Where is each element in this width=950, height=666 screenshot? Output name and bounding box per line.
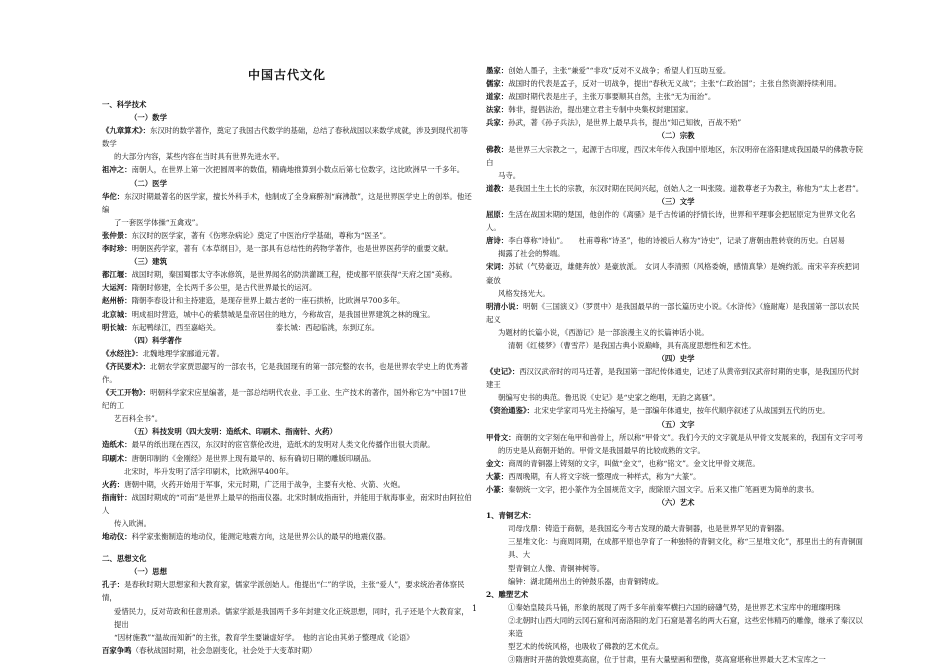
term-label: 甲骨文： <box>486 432 516 442</box>
paragraph-continuation: 为题材的长篇小说，《西游记》是一部浪漫主义的长篇神话小说。 <box>498 327 709 337</box>
subsection-heading: （五）科技发明（四大发明：造纸术、印刷术、指南针、火药） <box>130 427 337 437</box>
paragraph <box>102 438 472 451</box>
indented-line: 司母戊鼎：铸造于商朝，是我国迄今考古发现的最大青铜器，也是世界罕见的青铜器。 <box>508 524 789 534</box>
subsection-heading: （三）建筑 <box>130 257 167 267</box>
term-label: 屈原： <box>486 210 509 220</box>
paragraph <box>102 294 472 307</box>
subsection-heading: （六）艺术 <box>657 498 695 508</box>
term-text: 明朝科学家宋应星编著，是一部总结明代农业、手工业、生产技术的著作，国外称它为“中国17世纪的工 <box>102 388 467 411</box>
term-label: 道教： <box>486 183 509 193</box>
term-text: 明朝《三国演义》（罗贯中）是我国最早的一部长篇历史小说。《水浒传》（施耐庵）是我国第一部以农民起义 <box>486 301 860 324</box>
term-text: 明朝医药学家，著有《本草纲目》，是一部具有总结性的药物学著作，也是世界医药学的重要文献。 <box>131 244 454 254</box>
term-text: 东汉时的医学家，著有《伤寒杂病论》奠定了中医治疗学基础，尊称为“医圣”。 <box>131 230 391 240</box>
paragraph <box>102 578 472 604</box>
paragraph <box>486 182 866 195</box>
indented-line: 型青铜立人像、青铜神树等。 <box>508 563 605 573</box>
term-label: 《史记》： <box>486 367 520 377</box>
term-label: 造纸术： <box>102 440 132 450</box>
term-label: 金文： <box>486 458 509 468</box>
term-text: 是世界三大宗教之一，起源于古印度，西汉末年传入我国中原地区，东汉明帝在洛阳建成我国最早的佛教寺院白 <box>486 144 863 167</box>
paragraph <box>102 347 472 360</box>
paragraph <box>486 77 866 90</box>
paragraph <box>102 268 472 281</box>
term-label: 道家： <box>486 92 509 102</box>
term-text: 北宋史学家司马光主持编写，是一部编年体通史，按年代顺序叙述了从战国到五代的历史。 <box>534 406 830 416</box>
paragraph <box>102 190 472 216</box>
term-text: 战国时的代表是孟子，反对一切战争，提出“春秋无义战”；主张“仁政治国”；主张自然资源持续利用。 <box>508 79 842 89</box>
term-label: 北京城： <box>102 309 132 319</box>
term-label: 1、青铜艺术： <box>486 511 536 521</box>
paragraph <box>486 509 866 522</box>
right-column <box>486 64 866 666</box>
paragraph <box>486 260 866 286</box>
indented-line: ①秦始皇陵兵马俑，形象的展现了两千多年前秦军横扫六国的磅礴气势，是世界艺术宝库中的璀璨明珠 <box>508 602 841 612</box>
term-text: 最早的纸出现在西汉，东汉时的宦官蔡伦改进，造纸术的发明对人类文化传播作出很大贡献。 <box>131 440 435 450</box>
subsection-heading: （一）思想 <box>130 567 167 577</box>
paragraph <box>486 365 866 391</box>
paragraph <box>486 90 866 103</box>
term-text: 科学家张衡制造的地动仪，能测定地震方向，这是世界公认的最早的地震仪器。 <box>131 532 391 542</box>
term-label: 张仲景： <box>102 230 132 240</box>
term-text: 是春秋时期大思想家和大教育家，儒家学派创始人。他提出“仁”的学说，主张“爱人”，要求统治者体察民情， <box>102 580 465 603</box>
term-label: 大篆： <box>486 471 509 481</box>
term-label: 印刷术： <box>102 453 132 463</box>
paragraph <box>102 530 472 543</box>
term-text: 唐朝印制的《金刚经》是世界上现有最早的、标有确切日期的雕版印刷品。 <box>131 453 376 463</box>
spacer <box>102 543 472 550</box>
subsection-heading: （一）数学 <box>130 113 167 123</box>
paragraph <box>102 478 472 491</box>
term-label: 宋词： <box>486 262 509 272</box>
paragraph-continuation: 传入欧洲。 <box>114 519 151 528</box>
indented-line: 三星堆文化：与商周同期，在成都平原也孕育了一种独特的青铜文化，称“三星堆文化”，那里出土的有青铜面具、大 <box>508 537 863 560</box>
paragraph <box>102 491 472 517</box>
indented-line: 北宋时，毕升发明了活字印刷术，比欧洲早400年。 <box>124 466 294 476</box>
term-text: 战国时期，秦国蜀郡太守李冰修筑，是世界闻名的防洪灌溉工程，使成都平原获得“天府之国”美称。 <box>131 270 457 280</box>
paragraph <box>486 404 866 417</box>
paragraph <box>102 242 472 255</box>
page-number: 1 <box>472 604 478 613</box>
term-label: 百家争鸣 <box>102 645 132 655</box>
paragraph-continuation: 艺百科全书”。 <box>114 414 163 424</box>
term-text: 苏轼（气势豪迈，雄健奔放）是豪放派。 女词人李清照（风格委婉，感情真挚）是婉约派。南宋辛弃疾把词豪放 <box>486 262 860 285</box>
paragraph <box>102 452 472 465</box>
paragraph <box>486 300 866 326</box>
term-label: 明长城： <box>102 322 132 332</box>
term-text: 隋朝李春设计和主持建造，是现存世界上最古老的一座石拱桥，比欧洲早700多年。 <box>131 296 405 306</box>
paragraph <box>486 483 866 496</box>
paragraph <box>486 431 866 444</box>
paragraph <box>486 208 866 234</box>
page-title: 中国古代文化 <box>247 68 326 82</box>
paragraph-continuation: 的历史是从商朝开始的。甲骨文是我国最早的比较成熟的文字。 <box>498 445 705 455</box>
paragraph <box>486 588 866 601</box>
section-heading: 二、思想文化 <box>102 554 147 564</box>
paragraph-continuation: “因材施教”“温故而知新”的主张，教育学生要谦虚好学。 他的言论由其弟子整理成《论语》 <box>114 632 414 642</box>
paragraph-continuation: 揭露了社会的弊端。 <box>498 249 565 259</box>
paragraph <box>486 64 866 77</box>
paragraph <box>102 308 472 321</box>
term-text: 商周的青铜器上铸刻的文字，叫做“金文”，也称“铭文”。金文比甲骨文规范。 <box>508 458 760 468</box>
section-heading: 一、科学技术 <box>102 100 147 109</box>
paragraph <box>102 281 472 294</box>
paragraph-continuation: 爱惜民力，反对苛政和任意刑杀。儒家学派是我国两千多年封建文化正统思想，同时，孔子还是个大教育家，提出 <box>114 606 469 629</box>
paragraph <box>102 124 472 150</box>
paragraph <box>486 143 866 169</box>
term-text: 生活在战国末期的楚国，他创作的《离骚》是千古传诵的抒情长诗，世界和平理事会把屈原定为世界文化名人。 <box>486 210 856 233</box>
subsection-heading: （四）科学著作 <box>130 335 182 345</box>
term-text: 西周晚期，有人将文字统一整理成一种样式，称为“大篆”。 <box>508 471 701 481</box>
term-label: 祖冲之： <box>102 165 132 175</box>
term-label: 孔子： <box>102 580 125 590</box>
term-label: 明清小说： <box>486 301 523 311</box>
term-label: 大运河： <box>102 283 132 293</box>
term-text: 北魏地理学家郦道元著。 <box>142 348 224 358</box>
indented-line: 清朝《红楼梦》（曹雪芹）是我国古典小说巅峰，具有高度思想性和艺术性。 <box>508 340 756 350</box>
term-label: 《九章算术》： <box>102 126 151 136</box>
term-label: 2、雕塑艺术 <box>486 589 529 599</box>
subsection-heading: （四）史学 <box>657 354 695 364</box>
subsection-heading: （五）文字 <box>657 419 695 429</box>
term-text: 明成祖时营造，城中心的紫禁城是皇帝居住的地方，今称故宫，是我国世界建筑之林的瑰宝。 <box>131 309 435 319</box>
term-label: 指南针： <box>102 492 132 502</box>
term-text: 西汉汉武帝时的司马迁著，是我国第一部纪传体通史，记述了从黄帝到汉武帝时期的史事，是我国历代封建王 <box>486 367 860 390</box>
term-label: 唐诗： <box>486 236 509 246</box>
term-text: （春秋战国时期，社会急剧变化，社会处于大变革时期） <box>131 645 317 655</box>
paragraph <box>486 116 866 129</box>
term-text: 秦朝统一文字，把小篆作为全国规范文字，废除原六国文字。后来又推广笔画更为简单的隶书。 <box>508 485 819 494</box>
paragraph <box>102 386 472 412</box>
subsection-heading: （二）宗教 <box>657 131 695 141</box>
term-text: 战国时期代表是庄子，主张万事要顺其自然，主张“无为而治”。 <box>508 92 716 102</box>
term-label: 都江堰： <box>102 270 132 280</box>
term-label: 《天工开物》： <box>102 388 151 398</box>
term-text: 隋朝时修建，全长两千多公里，是古代世界最长的运河。 <box>131 283 317 293</box>
left-column <box>102 96 472 657</box>
term-label: 小篆： <box>486 485 509 494</box>
paragraph <box>102 644 472 657</box>
term-text: 李白尊称“诗仙”。 杜甫尊称“诗圣”，他的诗被后人称为“诗史”，记录了唐朝由胜转衰的历史。白居易 <box>508 236 845 246</box>
paragraph <box>102 163 472 176</box>
term-label: 兵家： <box>486 118 509 128</box>
indented-line: ③隋唐时开凿的敦煌莫高窟，位于甘肃，里有大量壁画和塑像，莫高窟堪称世界最大艺术宝库之一 <box>508 655 826 665</box>
term-label: 火药： <box>102 479 125 489</box>
subsection-heading: （二）医学 <box>130 178 167 188</box>
term-text: 是我国土生土长的宗教，东汉时期在民间兴起，创始人之一叫张陵。道教尊老子为教主，称他为“太上老君”。 <box>508 183 864 193</box>
paragraph <box>102 229 472 242</box>
indented-line: 编钟：湖北随州出土的钟鼓乐器，由青铜铸成。 <box>508 576 664 586</box>
term-text: 东起鸭绿江，西至嘉峪关。 泰长城：西起临洮，东到辽东。 <box>131 322 380 332</box>
paragraph <box>102 321 472 334</box>
term-text: 韩非，提倡法治，提出建立君主专制中央集权封建国家。 <box>508 105 693 115</box>
term-label: 儒家： <box>486 79 509 89</box>
term-label: 《资治通鉴》： <box>486 406 535 416</box>
subsection-heading: （三）文学 <box>657 196 695 206</box>
paragraph-continuation: 朝编写史书的典范。鲁迅说《史记》是“史家之绝唱，无韵之离骚”。 <box>498 393 720 403</box>
term-text: 唐朝中期，火药开始用于军事，宋元时期，广泛用于战争，主要有火枪、火箭、火炮。 <box>124 479 406 489</box>
term-text: 南朝人，在世界上第一次把圆周率的数值，精确地推算到小数点后第七位数字，这比欧洲早一千多年。 <box>131 165 465 175</box>
paragraph <box>486 234 866 247</box>
term-label: 赵州桥： <box>102 296 132 306</box>
term-text: 北朝农学家贾思勰写的一部农书，它是我国现有的第一部完整的农书，也是世界农学史上的优秀著作。 <box>102 361 468 384</box>
term-label: 《水经注》： <box>102 348 143 358</box>
term-text: 东汉时的数学著作，奠定了我国古代数学的基础，总结了春秋战国以来数学成就，涉及到现代初等数学 <box>102 126 468 149</box>
term-label: 华佗： <box>102 191 125 201</box>
paragraph <box>102 360 472 386</box>
paragraph <box>486 470 866 483</box>
paragraph-continuation: 的大部分内容，某些内容在当时具有世界先进水平。 <box>114 152 284 162</box>
term-text: 战国时期成的“司南”是世界上最早的指南仪器。北宋时制成指南针，并能用于航海事业，南宋时由阿拉伯人 <box>102 492 472 515</box>
paragraph-continuation: 了一套医学体操“五禽戏”。 <box>114 217 203 227</box>
paragraph <box>486 457 866 470</box>
term-text: 东汉时期最著名的医学家，擅长外科手术，他制成了全身麻醉剂“麻沸散”，这是世界医学史上的创举。他还编 <box>102 191 472 214</box>
term-label: 法家： <box>486 105 509 115</box>
term-label: 地动仪： <box>102 532 132 542</box>
term-text: 孙武，著《孙子兵法》，是世界上最早兵书，提出“知己知彼，百战不殆” <box>508 118 742 128</box>
paragraph <box>486 103 866 116</box>
term-label: 《齐民要术》： <box>102 361 151 371</box>
paragraph-continuation: 风格发扬光大。 <box>498 288 550 298</box>
term-text: 商朝的文字刻在龟甲和兽骨上，所以称“甲骨文”。我们今天的文字就是从甲骨文发展来的，我国有文字可考 <box>515 432 864 442</box>
indented-line: 型艺术的传统风格，也吸收了佛教的艺术优点。 <box>508 642 664 652</box>
indented-line: ②北朝时山西大同的云冈石窟和河南洛阳的龙门石窟是著名的两大石窟，这些宏伟精巧的雕像，继承了秦汉以来造 <box>508 615 863 639</box>
term-label: 墨家： <box>486 66 509 75</box>
term-text: 创始人墨子，主张“兼爱”“非攻”反对不义战争；希望人们互助互爱。 <box>508 66 731 75</box>
paragraph-continuation: 马寺。 <box>498 170 521 180</box>
term-label: 佛教： <box>486 144 509 154</box>
term-label: 李时珍： <box>102 244 132 254</box>
